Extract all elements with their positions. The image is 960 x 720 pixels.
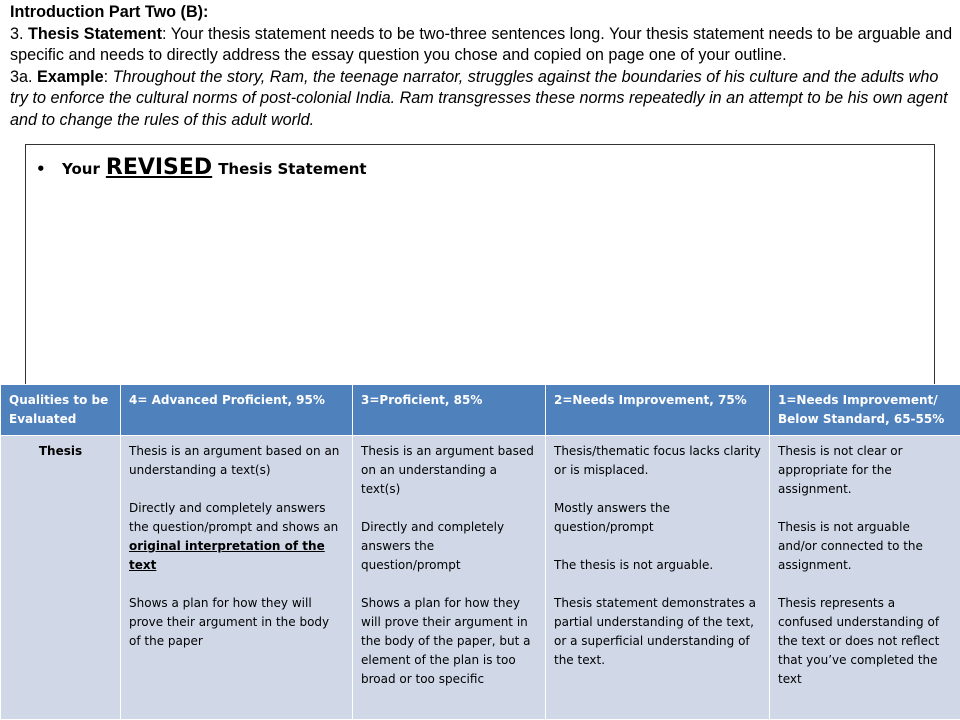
cell-paragraph: Thesis is not clear or appropriate for the assignment. [778,444,903,496]
item-label: Thesis Statement [28,24,163,43]
cell-paragraph: The thesis is not arguable. [554,558,714,572]
cell-paragraph: Mostly answers the question/prompt [554,501,671,534]
cell-paragraph: Thesis is an argument based on an understanding a text(s) [129,444,340,477]
cell-paragraph: Thesis represents a confused understanding of the text or does not reflect that you’ve completed the text [778,596,940,686]
revised-thesis-box[interactable] [25,144,935,384]
bullet-icon: • [36,160,46,178]
cell-paragraph: Shows a plan for how they will prove their argument in the body of the paper [129,596,330,648]
header-score-2: 2=Needs Improvement, 75% [546,385,770,436]
cell-paragraph: Thesis is an argument based on an understanding a text(s) [361,444,534,496]
header-qualities: Qualities to be Evaluated [1,385,121,436]
example-colon: : [103,67,113,86]
rubric-row-thesis [1,436,960,720]
header-score-3: 3=Proficient, 85% [353,385,546,436]
thesis-instructions [10,24,955,67]
intro-section [10,2,955,132]
example-label: Example [37,67,104,86]
rubric-table [0,384,960,720]
original-interpretation-text: original interpretation of the text [129,539,325,572]
header-score-1: 1=Needs Improvement/ Below Standard, 65-55% [770,385,960,436]
cell-paragraph: Thesis is not arguable and/or connected to the assignment. [778,520,923,572]
rubric-header-row [1,385,960,436]
revised-thesis-prompt [36,155,367,180]
example-text: Throughout the story, Ram, the teenage narrator, struggles against the boundaries of his culture and the adults who try to enforce the cultural norms of post-colonial India. Ram transgresses these norms repeatedly in an attempt to be his own agent and to change the rules of this adult world. [10,67,948,129]
cell-paragraph: Directly and completely answers the question/prompt [361,520,505,572]
prompt-emphasis: REVISED [105,155,213,180]
cell-text: Directly and completely answers the question/prompt and shows an [129,501,339,534]
cell-paragraph: Thesis/thematic focus lacks clarity or is misplaced. [554,444,761,477]
cell-score-4 [121,436,353,720]
cell-score-2 [546,436,770,720]
cell-score-3 [353,436,546,720]
intro-title: Introduction Part Two (B): [10,3,209,21]
item-text: : Your thesis statement needs to be two-three sentences long. Your thesis statement needs to be arguable and specific and needs to directly address the essay question you chose and copied on page one of your outline. [10,24,953,65]
cell-paragraph [129,499,344,575]
row-label-thesis: Thesis [1,436,121,720]
prompt-suffix: Thesis Statement [218,160,367,178]
item-number: 3. [10,24,28,43]
cell-paragraph: Thesis statement demonstrates a partial understanding of the text, or a superficial understanding of the text. [554,596,756,667]
thesis-example [10,67,955,132]
cell-paragraph: Shows a plan for how they will prove their argument in the body of the paper, but a element of the plan is too broad or too specific [361,596,531,686]
header-score-4: 4= Advanced Proficient, 95% [121,385,353,436]
cell-score-1 [770,436,960,720]
example-number: 3a. [10,67,38,86]
prompt-prefix: Your [62,160,100,178]
